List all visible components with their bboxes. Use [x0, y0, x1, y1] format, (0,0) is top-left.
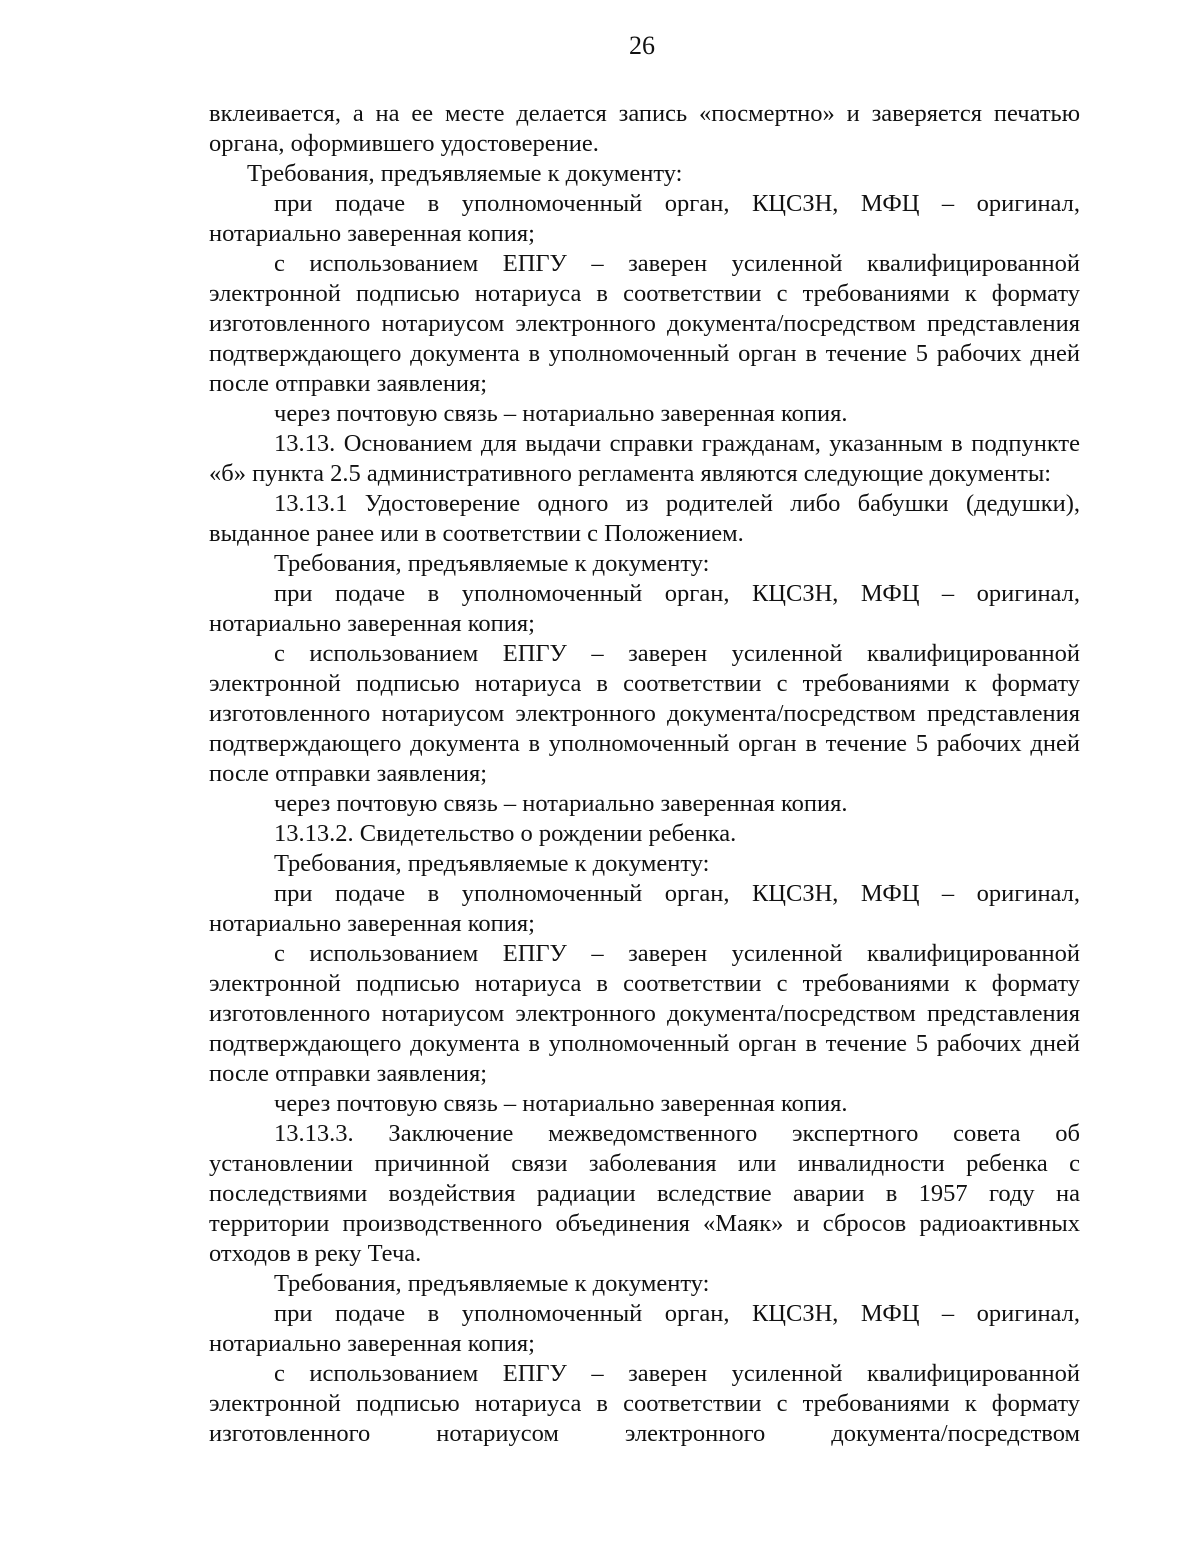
paragraph: 13.13.2. Свидетельство о рождении ребенка. — [274, 820, 737, 847]
document-body — [209, 99, 1080, 1449]
paragraph: вклеивается, а на ее месте делается запись «посмертно» и заверяется печатью органа, оформившего удостоверение. — [209, 100, 1080, 157]
paragraph: через почтовую связь – нотариально заверенная копия. — [274, 790, 848, 817]
paragraph: при подаче в уполномоченный орган, КЦСЗН, МФЦ – оригинал, нотариально заверенная копия; — [209, 580, 1080, 637]
paragraph: с использованием ЕПГУ – заверен усиленной квалифицированной электронной подписью нотариуса в соответствии с требованиями к формату изготовленного нотариусом электронного документа/посредством представления подтверждающего документа в уполномоченный орган в течение 5 рабочих дней после отправки заявления; — [209, 640, 1080, 787]
paragraph: 13.13. Основанием для выдачи справки гражданам, указанным в подпункте «б» пункта 2.5 административного регламента являются следующие документы: — [209, 430, 1080, 487]
paragraph: через почтовую связь – нотариально заверенная копия. — [274, 400, 848, 427]
paragraph: с использованием ЕПГУ – заверен усиленной квалифицированной электронной подписью нотариуса в соответствии с требованиями к формату изготовленного нотариусом электронного документа/посредством — [209, 1360, 1080, 1447]
paragraph: 13.13.3. Заключение межведомственного экспертного совета об установлении причинной связи заболевания или инвалидности ребенка с последствиями воздействия радиации вследствие аварии в 1957 году на территории производственного объединения «Маяк» и сбросов радиоактивных отходов в реку Теча. — [209, 1120, 1080, 1267]
paragraph: с использованием ЕПГУ – заверен усиленной квалифицированной электронной подписью нотариуса в соответствии с требованиями к формату изготовленного нотариусом электронного документа/посредством представления подтверждающего документа в уполномоченный орган в течение 5 рабочих дней после отправки заявления; — [209, 940, 1080, 1087]
paragraph: при подаче в уполномоченный орган, КЦСЗН, МФЦ – оригинал, нотариально заверенная копия; — [209, 190, 1080, 247]
paragraph: с использованием ЕПГУ – заверен усиленной квалифицированной электронной подписью нотариуса в соответствии с требованиями к формату изготовленного нотариусом электронного документа/посредством представления подтверждающего документа в уполномоченный орган в течение 5 рабочих дней после отправки заявления; — [209, 250, 1080, 397]
paragraph: через почтовую связь – нотариально заверенная копия. — [274, 1090, 848, 1117]
page-number: 26 — [629, 31, 655, 60]
paragraph: при подаче в уполномоченный орган, КЦСЗН, МФЦ – оригинал, нотариально заверенная копия; — [209, 1300, 1080, 1357]
paragraph: Требования, предъявляемые к документу: — [274, 850, 710, 877]
paragraph: 13.13.1 Удостоверение одного из родителей либо бабушки (дедушки), выданное ранее или в соответствии с Положением. — [209, 490, 1080, 547]
paragraph: Требования, предъявляемые к документу: — [247, 160, 683, 187]
paragraph: Требования, предъявляемые к документу: — [274, 1270, 710, 1297]
paragraph: Требования, предъявляемые к документу: — [274, 550, 710, 577]
paragraph: при подаче в уполномоченный орган, КЦСЗН, МФЦ – оригинал, нотариально заверенная копия; — [209, 880, 1080, 937]
